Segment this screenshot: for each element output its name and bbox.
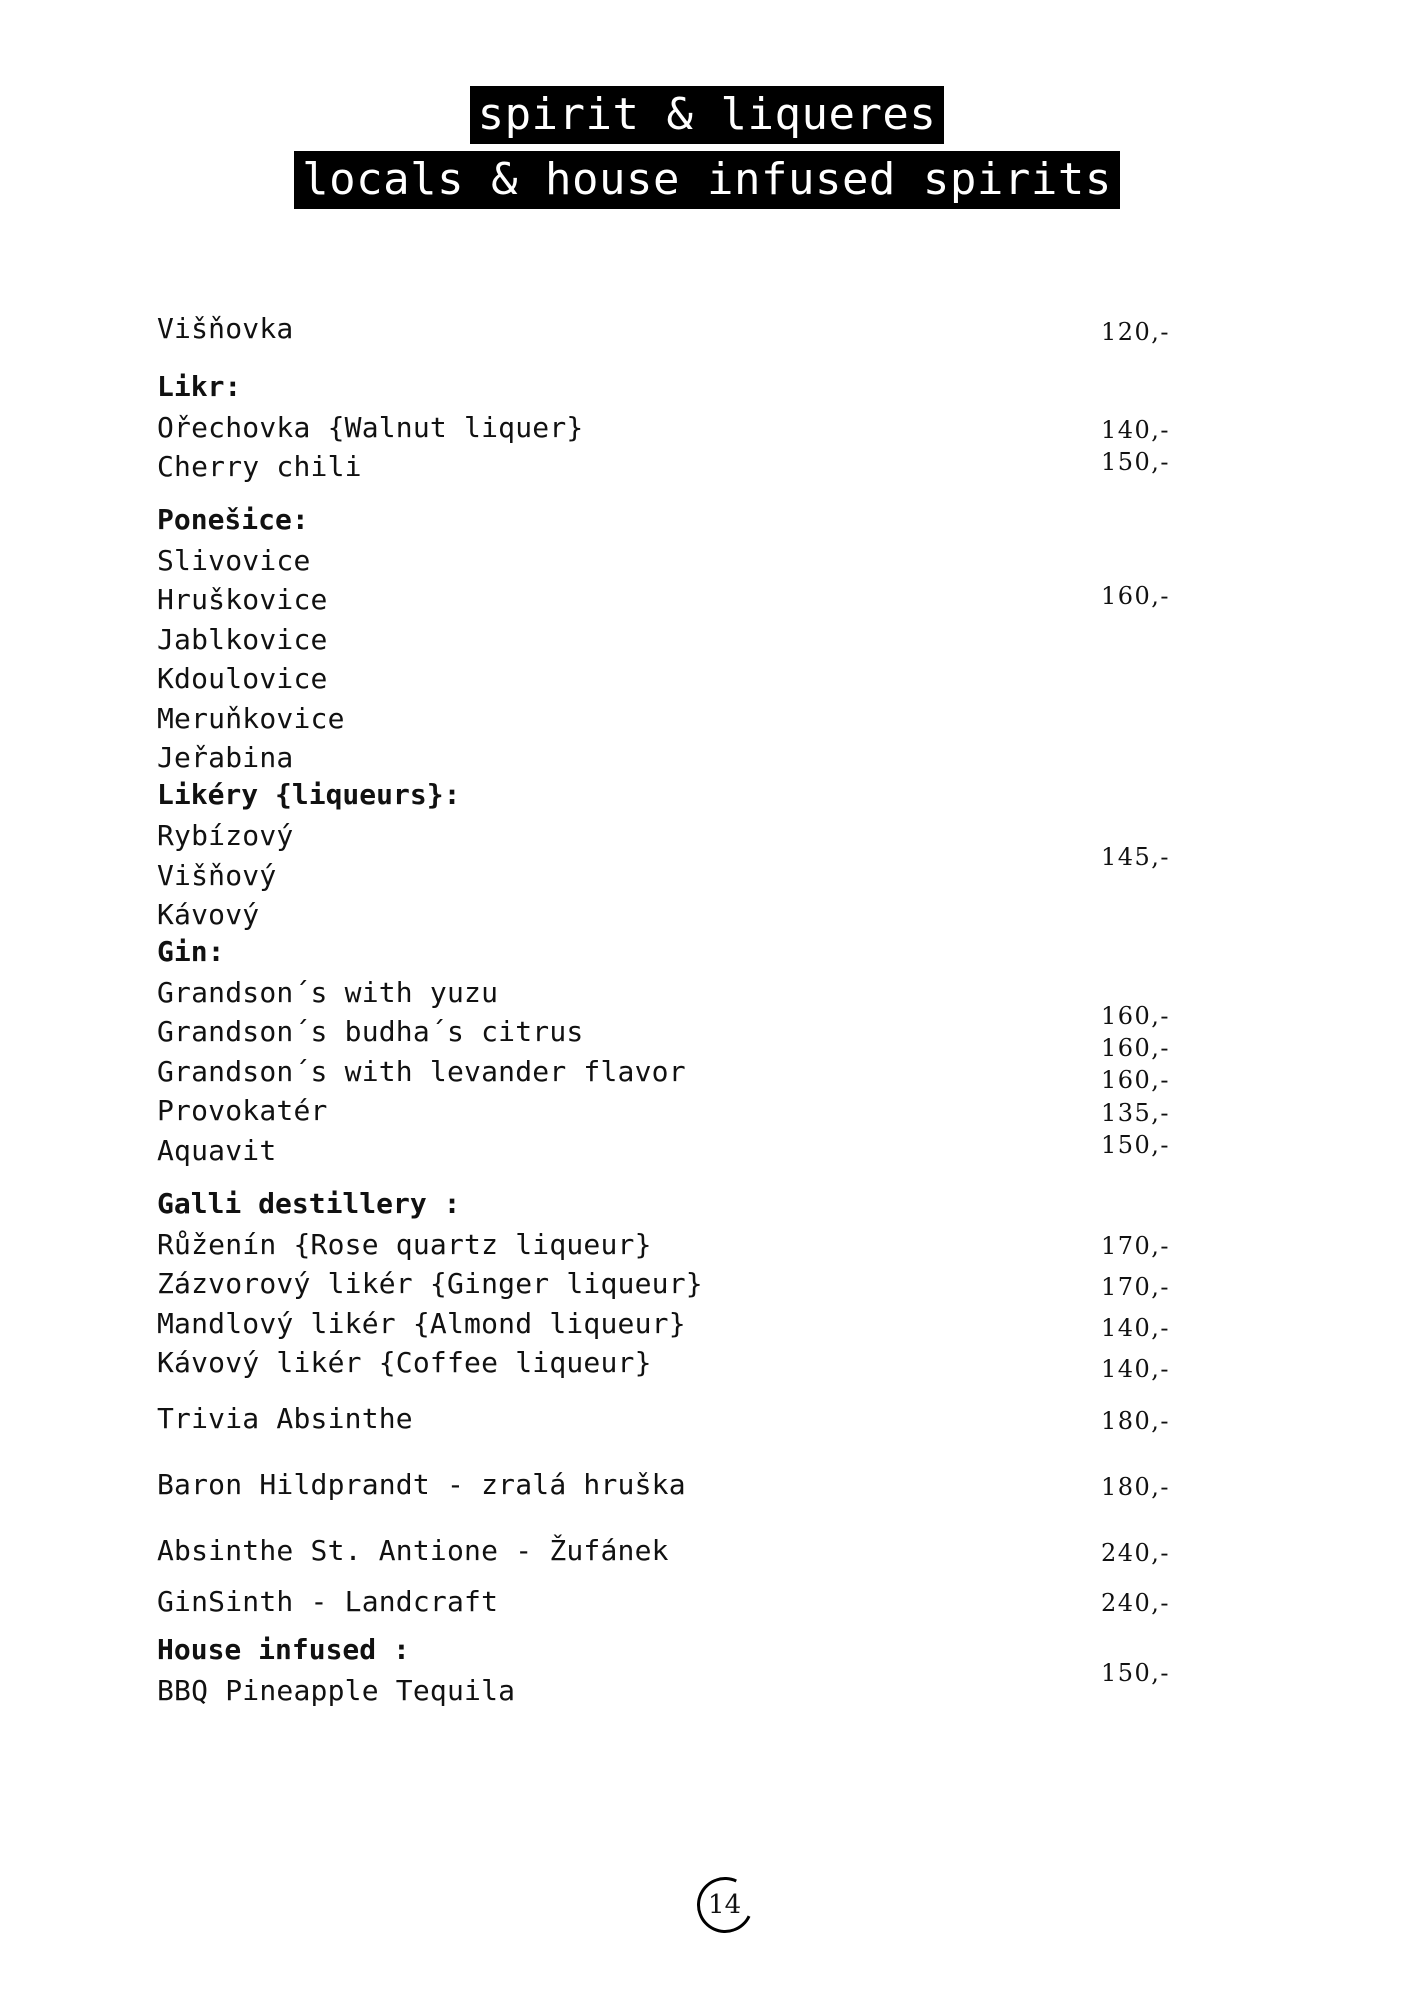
menu-item: Rybízový <box>157 819 294 852</box>
menu-item: BBQ Pineapple Tequila <box>157 1674 516 1707</box>
menu-item: Růženín {Rose quartz liqueur} <box>157 1228 652 1261</box>
menu-item: Cherry chili <box>157 450 362 483</box>
menu-item: Trivia Absinthe <box>157 1402 413 1435</box>
title-2 <box>0 151 1414 209</box>
menu-item: Meruňkovice <box>157 702 345 735</box>
page-number: 14 <box>708 1890 742 1920</box>
menu-item: Grandson´s with yuzu <box>157 976 499 1009</box>
price: 150,- <box>1100 1659 1170 1687</box>
price: 180,- <box>1100 1473 1170 1501</box>
menu-item: Kávový <box>157 898 260 931</box>
section-heading: House infused : <box>157 1633 410 1666</box>
title-1 <box>0 86 1414 144</box>
price: 150,- <box>1100 1131 1170 1159</box>
title-1-text: spirit & liqueres <box>470 86 945 144</box>
menu-item: Hruškovice <box>157 583 328 616</box>
menu-item: Slivovice <box>157 544 311 577</box>
section-heading: Galli destillery : <box>157 1187 461 1220</box>
price: 120,- <box>1100 318 1170 346</box>
price: 145,- <box>1100 843 1170 871</box>
menu-item: Višňovka <box>157 312 294 345</box>
price: 140,- <box>1100 416 1170 444</box>
price: 170,- <box>1100 1273 1170 1301</box>
menu-item: Jablkovice <box>157 623 328 656</box>
section-heading: Likr: <box>157 370 242 403</box>
menu-item: Baron Hildprandt - zralá hruška <box>157 1468 686 1501</box>
price: 140,- <box>1100 1314 1170 1342</box>
price: 160,- <box>1100 582 1170 610</box>
page-number-badge <box>689 1869 761 1941</box>
menu-item: Kávový likér {Coffee liqueur} <box>157 1346 652 1379</box>
menu-item: Mandlový likér {Almond liqueur} <box>157 1307 686 1340</box>
menu-item: Kdoulovice <box>157 662 328 695</box>
price: 140,- <box>1100 1355 1170 1383</box>
price: 240,- <box>1100 1589 1170 1617</box>
price: 170,- <box>1100 1232 1170 1260</box>
menu-item: Grandson´s with levander flavor <box>157 1055 686 1088</box>
menu-item: GinSinth - Landcraft <box>157 1585 499 1618</box>
menu-item: Ořechovka {Walnut liquer} <box>157 411 584 444</box>
section-heading: Likéry {liqueurs}: <box>157 778 461 811</box>
price: 160,- <box>1100 1066 1170 1094</box>
menu-item: Provokatér <box>157 1094 328 1127</box>
price: 160,- <box>1100 1034 1170 1062</box>
menu-item: Jeřabina <box>157 741 294 774</box>
section-heading: Gin: <box>157 935 225 968</box>
price: 240,- <box>1100 1539 1170 1567</box>
menu-item: Grandson´s budha´s citrus <box>157 1015 584 1048</box>
menu-item: Aquavit <box>157 1134 277 1167</box>
price: 135,- <box>1100 1099 1170 1127</box>
price: 180,- <box>1100 1407 1170 1435</box>
title-2-text: locals & house infused spirits <box>294 151 1120 209</box>
price: 160,- <box>1100 1002 1170 1030</box>
section-heading: Ponešice: <box>157 503 309 536</box>
menu-item: Absinthe St. Antione - Žufánek <box>157 1534 669 1567</box>
menu-item: Zázvorový likér {Ginger liqueur} <box>157 1267 703 1300</box>
price: 150,- <box>1100 448 1170 476</box>
menu-item: Višňový <box>157 859 277 892</box>
